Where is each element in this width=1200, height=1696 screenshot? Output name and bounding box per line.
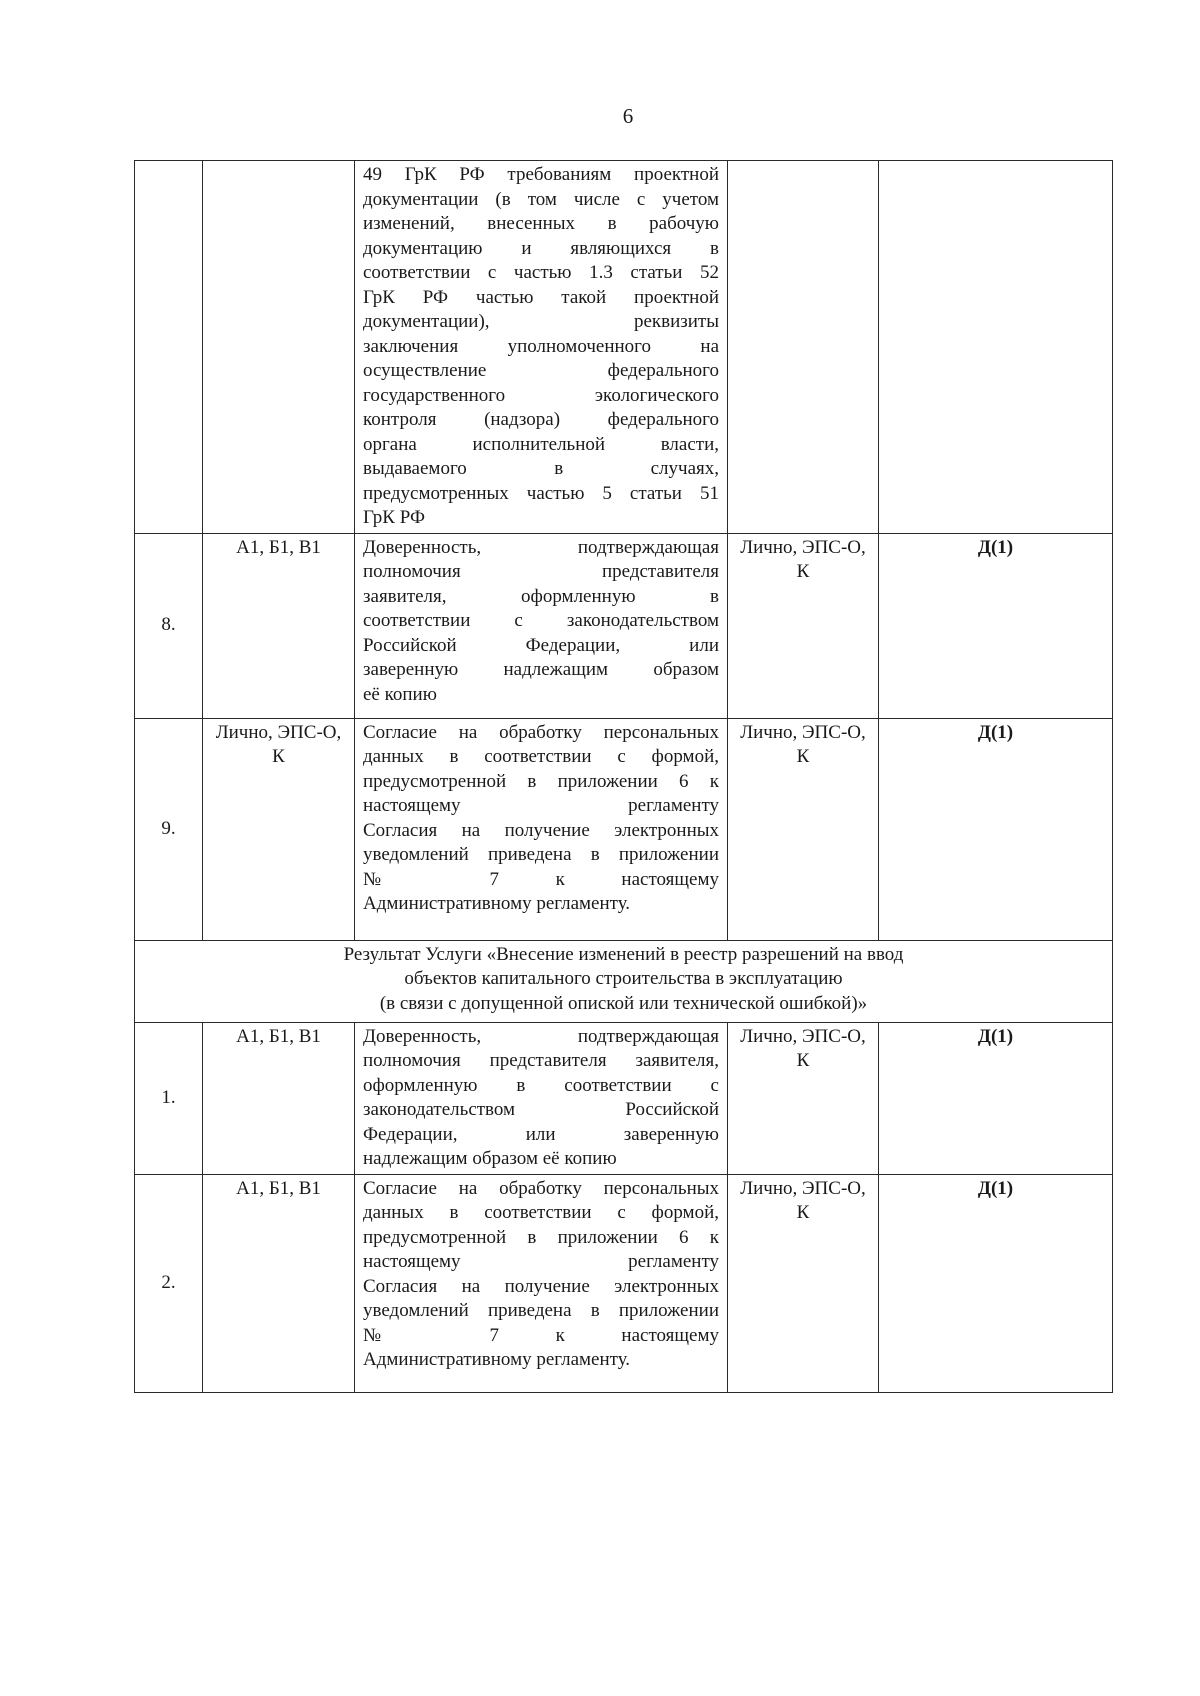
document-type: Д(1) [879, 533, 1113, 718]
doc-line: данных в соответствии с формой, [363, 746, 719, 767]
doc-line: государственного экологического [363, 384, 719, 406]
doc-line: Доверенность, подтверждающая [363, 1025, 719, 1047]
doc-line: 49 ГрК РФ требованиям проектной [363, 164, 719, 185]
applicant-category: А1, Б1, В1 [203, 533, 355, 718]
row-number [135, 161, 203, 534]
submission-method: Лично, ЭПС-О, К [728, 533, 879, 718]
doc-line: Согласие на обработку персональных [363, 1177, 719, 1199]
document-type [879, 161, 1113, 534]
section-title-line: (в связи с допущенной опиской или технической ошибкой)» [379, 992, 868, 1014]
doc-line: уведомлений приведена в приложении [363, 1300, 719, 1321]
submission-method [728, 161, 879, 534]
doc-line: оформленную в соответствии с [363, 1074, 719, 1096]
doc-line: заверенную надлежащим образом [363, 659, 719, 680]
doc-line: Согласия на получение электронных [363, 1275, 719, 1297]
doc-line: ГрК РФ [363, 507, 425, 528]
doc-line: органа исполнительной власти, [363, 433, 719, 455]
doc-line: Российской Федерации, или [363, 634, 719, 656]
section-header-row [135, 940, 1113, 1022]
submission-method: Лично, ЭПС-О, К [728, 1022, 879, 1174]
row-number: 9. [135, 718, 203, 940]
doc-line: документации), реквизиты [363, 311, 719, 332]
doc-line: настоящему регламенту [363, 1251, 719, 1272]
doc-line: заявителя, оформленную в [363, 585, 719, 607]
table-row [135, 533, 1113, 718]
document-type: Д(1) [879, 718, 1113, 940]
document-type: Д(1) [879, 1022, 1113, 1174]
applicant-category: Лично, ЭПС-О, К [203, 718, 355, 940]
table-row [135, 718, 1113, 940]
doc-line: Федерации, или заверенную [363, 1123, 719, 1145]
applicant-category [203, 161, 355, 534]
doc-line: изменений, внесенных в рабочую [363, 213, 719, 234]
document-description [355, 161, 728, 534]
document-description [355, 1022, 728, 1174]
doc-line: предусмотренной в приложении 6 к [363, 1226, 719, 1248]
doc-line: уведомлений приведена в приложении [363, 844, 719, 865]
document-description [355, 1174, 728, 1392]
doc-line: Доверенность, подтверждающая [363, 536, 719, 558]
doc-line: полномочия представителя [363, 561, 719, 582]
doc-line: предусмотренных частью 5 статьи 51 [363, 482, 719, 504]
doc-line: Согласия на получение электронных [363, 819, 719, 841]
doc-line: Согласие на обработку персональных [363, 721, 719, 743]
doc-line: выдаваемого в случаях, [363, 458, 719, 479]
doc-line: законодательством Российской [363, 1099, 719, 1120]
doc-line: заключения уполномоченного на [363, 335, 719, 357]
applicant-category: А1, Б1, В1 [203, 1022, 355, 1174]
doc-line: осуществление федерального [363, 360, 719, 381]
section-title-line: Результат Услуги «Внесение изменений в реестр разрешений на ввод [343, 943, 904, 965]
table-row [135, 161, 1113, 534]
section-title [135, 940, 1113, 1022]
document-description [355, 718, 728, 940]
document-description [355, 533, 728, 718]
row-number: 1. [135, 1022, 203, 1174]
doc-line: документацию и являющихся в [363, 237, 719, 259]
table-row [135, 1174, 1113, 1392]
section-title-line: объектов капитального строительства в эксплуатацию [404, 968, 843, 989]
doc-line: документации (в том числе с учетом [363, 188, 719, 210]
doc-line: контроля (надзора) федерального [363, 409, 719, 430]
doc-line: надлежащим образом её копию [363, 1148, 617, 1169]
page-number: 6 [622, 104, 634, 128]
submission-method: Лично, ЭПС-О, К [728, 1174, 879, 1392]
doc-line: № 7 к настоящему [363, 868, 719, 890]
row-number: 8. [135, 533, 203, 718]
document-type: Д(1) [879, 1174, 1113, 1392]
doc-line: ГрК РФ частью такой проектной [363, 286, 719, 308]
doc-line: полномочия представителя заявителя, [363, 1050, 719, 1071]
submission-method: Лично, ЭПС-О, К [728, 718, 879, 940]
doc-line: № 7 к настоящему [363, 1324, 719, 1346]
doc-line: соответствии с законодательством [363, 610, 719, 631]
table-row [135, 1022, 1113, 1174]
row-number: 2. [135, 1174, 203, 1392]
doc-line: Административному регламенту. [363, 893, 631, 914]
documents-table [134, 160, 1113, 1393]
doc-line: предусмотренной в приложении 6 к [363, 770, 719, 792]
doc-line: Административному регламенту. [363, 1349, 631, 1370]
doc-line: данных в соответствии с формой, [363, 1202, 719, 1223]
doc-line: её копию [363, 683, 437, 705]
applicant-category: А1, Б1, В1 [203, 1174, 355, 1392]
doc-line: настоящему регламенту [363, 795, 719, 816]
doc-line: соответствии с частью 1.3 статьи 52 [363, 262, 719, 283]
